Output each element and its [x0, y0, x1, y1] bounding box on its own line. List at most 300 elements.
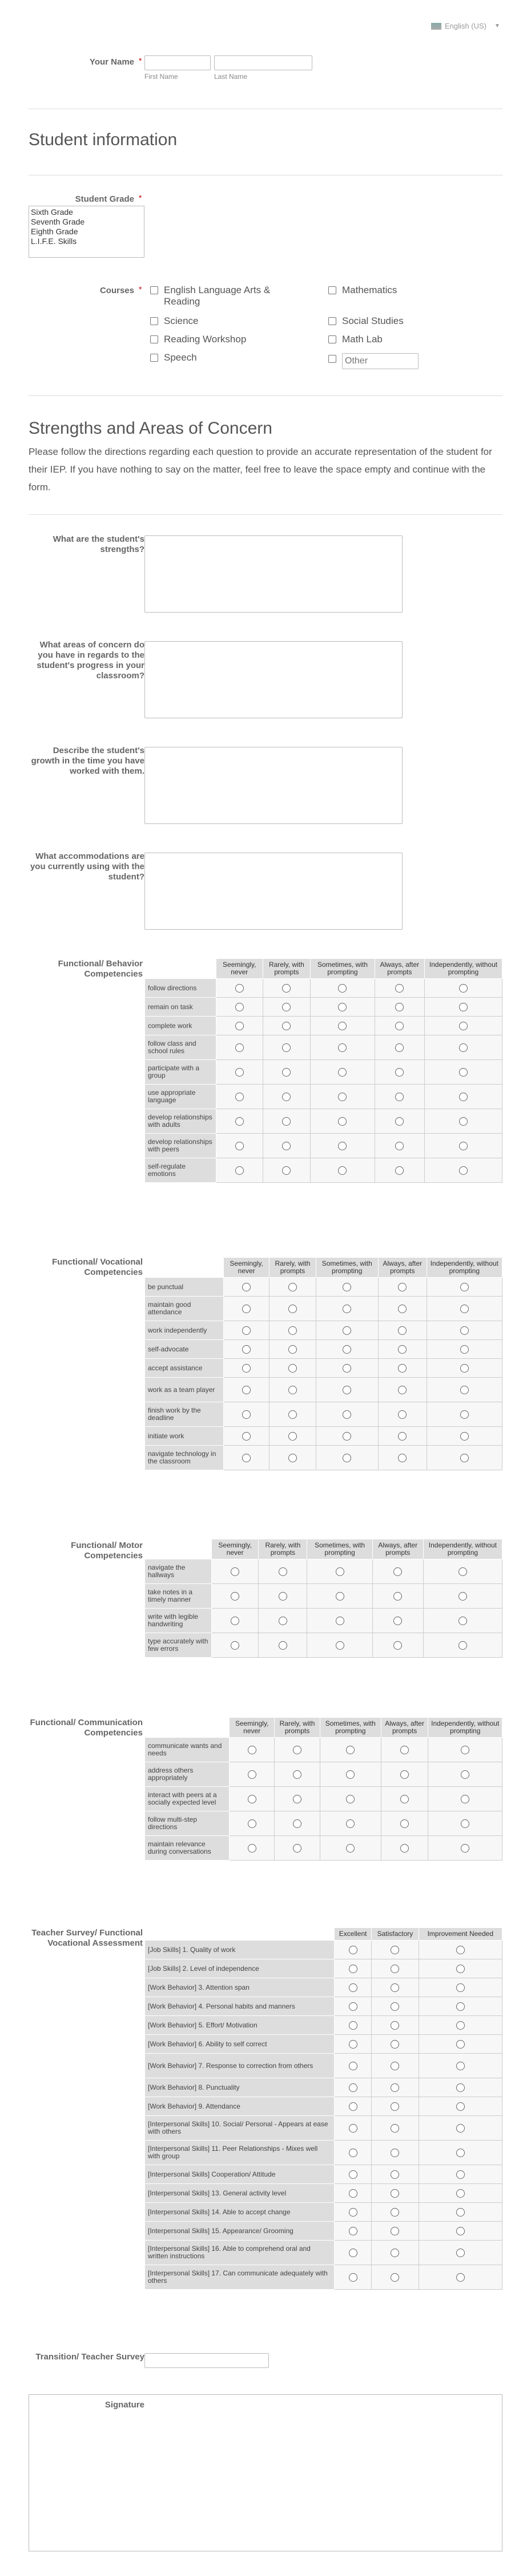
radio-button[interactable] — [231, 1641, 239, 1650]
matrix-row — [145, 1402, 502, 1427]
matrix-column-header: Rarely, with prompts — [275, 1718, 320, 1738]
radio-button[interactable] — [235, 1043, 244, 1052]
matrix-row — [145, 2222, 502, 2241]
matrix-cell — [424, 1158, 502, 1183]
required-mark: * — [139, 285, 142, 294]
radio-button[interactable] — [398, 1283, 407, 1291]
radio-button[interactable] — [288, 1283, 297, 1291]
matrix-row-label: follow directions — [145, 979, 216, 998]
matrix-cell — [311, 1060, 375, 1085]
radio-button[interactable] — [460, 1454, 469, 1462]
matrix-cell — [224, 1402, 269, 1427]
radio-button[interactable] — [279, 1592, 287, 1601]
radio-button[interactable] — [461, 1844, 469, 1853]
signature-label: Signature — [104, 2400, 144, 2410]
matrix-row — [145, 998, 502, 1017]
course-option[interactable]: Reading Workshop — [150, 334, 246, 345]
radio-button[interactable] — [395, 1003, 404, 1011]
matrix-cell — [216, 998, 263, 1017]
radio-button[interactable] — [282, 1142, 291, 1150]
radio-button[interactable] — [459, 1166, 468, 1175]
radio-button[interactable] — [391, 2208, 399, 2217]
radio-button[interactable] — [460, 1432, 469, 1441]
radio-button[interactable] — [346, 1746, 355, 1754]
radio-button[interactable] — [400, 1844, 409, 1853]
radio-button[interactable] — [391, 1983, 399, 1992]
course-option[interactable]: Social Studies — [328, 315, 404, 327]
matrix-row — [145, 1941, 502, 1959]
checkbox[interactable] — [328, 317, 336, 325]
radio-button[interactable] — [391, 2102, 399, 2111]
radio-button[interactable] — [336, 1641, 344, 1650]
course-option-other[interactable] — [328, 353, 419, 369]
matrix-row-label: interact with peers at a socially expected level — [145, 1787, 230, 1811]
radio-button[interactable] — [235, 1117, 244, 1126]
radio-button[interactable] — [456, 2062, 465, 2070]
radio-button[interactable] — [248, 1770, 256, 1779]
radio-button[interactable] — [338, 1022, 347, 1030]
radio-button[interactable] — [231, 1592, 239, 1601]
motor-label: Functional/ Motor Competencies — [71, 1541, 143, 1561]
radio-button[interactable] — [242, 1283, 251, 1291]
section-title-strengths: Strengths and Areas of Concern — [29, 419, 272, 438]
radio-button[interactable] — [338, 1093, 347, 1101]
checkbox[interactable] — [328, 355, 336, 363]
matrix-column-header: Always, after prompts — [378, 1258, 427, 1278]
matrix-cell — [275, 1811, 320, 1836]
checkbox[interactable] — [150, 286, 158, 294]
radio-button[interactable] — [242, 1305, 251, 1313]
radio-button[interactable] — [456, 2149, 465, 2157]
radio-button[interactable] — [282, 1117, 291, 1126]
radio-button[interactable] — [391, 2227, 399, 2235]
matrix-row — [145, 2097, 502, 2116]
radio-button[interactable] — [456, 1946, 465, 1954]
matrix-row-label: [Work Behavior] 8. Punctuality — [145, 2078, 335, 2097]
checkbox[interactable] — [150, 354, 158, 362]
radio-button[interactable] — [343, 1410, 351, 1419]
radio-button[interactable] — [282, 1003, 291, 1011]
radio-button[interactable] — [460, 1305, 469, 1313]
radio-button[interactable] — [398, 1305, 407, 1313]
radio-button[interactable] — [343, 1454, 351, 1462]
radio-button[interactable] — [235, 1068, 244, 1077]
radio-button[interactable] — [459, 1022, 468, 1030]
radio-button[interactable] — [248, 1844, 256, 1853]
radio-button[interactable] — [242, 1432, 251, 1441]
radio-button[interactable] — [343, 1364, 351, 1373]
matrix-cell — [427, 1297, 502, 1321]
radio-button[interactable] — [279, 1617, 287, 1625]
radio-button[interactable] — [398, 1364, 407, 1373]
radio-button[interactable] — [391, 2062, 399, 2070]
radio-button[interactable] — [393, 1617, 402, 1625]
radio-button[interactable] — [288, 1345, 297, 1354]
matrix-cell — [269, 1378, 316, 1402]
radio-button[interactable] — [338, 1142, 347, 1150]
matrix-corner — [145, 959, 216, 979]
radio-button[interactable] — [400, 1795, 409, 1803]
radio-button[interactable] — [349, 2040, 357, 2049]
radio-button[interactable] — [461, 1770, 469, 1779]
radio-button[interactable] — [398, 1326, 407, 1335]
radio-button[interactable] — [288, 1432, 297, 1441]
radio-button[interactable] — [349, 2102, 357, 2111]
course-option[interactable]: Speech — [150, 352, 197, 363]
radio-button[interactable] — [458, 1567, 467, 1576]
checkbox[interactable] — [328, 335, 336, 343]
growth-textarea[interactable] — [144, 747, 403, 824]
radio-button[interactable] — [461, 1795, 469, 1803]
radio-button[interactable] — [400, 1746, 409, 1754]
grade-option[interactable]: Sixth Grade — [31, 207, 73, 217]
radio-button[interactable] — [248, 1795, 256, 1803]
matrix-row-label: [Interpersonal Skills] 17. Can communicate adequately with others — [145, 2265, 335, 2290]
matrix-cell — [263, 1158, 311, 1183]
radio-button[interactable] — [288, 1386, 297, 1394]
radio-button[interactable] — [395, 1142, 404, 1150]
language-selector[interactable] — [431, 22, 500, 30]
radio-button[interactable] — [248, 1746, 256, 1754]
matrix-cell — [224, 1278, 269, 1297]
accommodations-textarea[interactable] — [144, 853, 403, 930]
radio-button[interactable] — [293, 1770, 301, 1779]
radio-button[interactable] — [235, 1166, 244, 1175]
radio-button[interactable] — [459, 1142, 468, 1150]
matrix-row — [145, 2054, 502, 2078]
radio-button[interactable] — [338, 1068, 347, 1077]
radio-button[interactable] — [456, 2189, 465, 2198]
radio-button[interactable] — [456, 2124, 465, 2133]
checkbox[interactable] — [328, 286, 336, 294]
matrix-cell — [269, 1427, 316, 1446]
course-option[interactable]: Math Lab — [328, 334, 383, 345]
radio-button[interactable] — [242, 1454, 251, 1462]
matrix-cell — [378, 1321, 427, 1340]
radio-button[interactable] — [346, 1770, 355, 1779]
radio-button[interactable] — [338, 1003, 347, 1011]
radio-button[interactable] — [459, 1068, 468, 1077]
radio-button[interactable] — [279, 1641, 287, 1650]
matrix-cell — [316, 1359, 378, 1378]
radio-button[interactable] — [338, 1166, 347, 1175]
radio-button[interactable] — [242, 1345, 251, 1354]
radio-button[interactable] — [391, 1965, 399, 1973]
radio-button[interactable] — [391, 2002, 399, 2011]
radio-button[interactable] — [349, 2002, 357, 2011]
radio-button[interactable] — [395, 1093, 404, 1101]
matrix-cell — [335, 1978, 372, 1997]
strengths-textarea[interactable] — [144, 535, 403, 613]
radio-button[interactable] — [391, 2189, 399, 2198]
radio-button[interactable] — [349, 2170, 357, 2179]
matrix-row-label: follow multi-step directions — [145, 1811, 230, 1836]
survey-label: Teacher Survey/ Functional Vocational Assessment — [31, 1928, 143, 1948]
radio-button[interactable] — [242, 1410, 251, 1419]
grade-option[interactable]: L.I.F.E. Skills — [31, 237, 77, 246]
radio-button[interactable] — [349, 2208, 357, 2217]
checkbox[interactable] — [150, 335, 158, 343]
matrix-row — [145, 1978, 502, 1997]
radio-button[interactable] — [393, 1641, 402, 1650]
question-growth-label: Describe the student's growth in the time you have worked with them. — [31, 746, 144, 776]
radio-button[interactable] — [398, 1386, 407, 1394]
radio-button[interactable] — [282, 1043, 291, 1052]
matrix-cell — [263, 998, 311, 1017]
radio-button[interactable] — [391, 2040, 399, 2049]
matrix-cell — [335, 1959, 372, 1978]
radio-button[interactable] — [349, 2249, 357, 2257]
radio-button[interactable] — [400, 1770, 409, 1779]
matrix-row-label: follow class and school rules — [145, 1035, 216, 1060]
radio-button[interactable] — [282, 1068, 291, 1077]
radio-button[interactable] — [391, 2249, 399, 2257]
matrix-cell — [335, 2116, 372, 2141]
course-option[interactable]: English Language Arts & Reading — [150, 285, 299, 307]
radio-button[interactable] — [293, 1844, 301, 1853]
radio-button[interactable] — [349, 1983, 357, 1992]
radio-button[interactable] — [391, 2273, 399, 2282]
radio-button[interactable] — [343, 1432, 351, 1441]
matrix-cell — [424, 979, 502, 998]
radio-button[interactable] — [293, 1795, 301, 1803]
radio-button[interactable] — [242, 1386, 251, 1394]
radio-button[interactable] — [346, 1795, 355, 1803]
radio-button[interactable] — [235, 1093, 244, 1101]
radio-button[interactable] — [248, 1819, 256, 1828]
radio-button[interactable] — [349, 2124, 357, 2133]
matrix-cell — [428, 1836, 502, 1861]
vocational-matrix — [144, 1257, 502, 1470]
matrix-cell — [335, 2184, 372, 2203]
radio-button[interactable] — [456, 2102, 465, 2111]
last-name-input[interactable] — [214, 55, 312, 70]
radio-button[interactable] — [349, 2149, 357, 2157]
radio-button[interactable] — [343, 1345, 351, 1354]
radio-button[interactable] — [458, 1617, 467, 1625]
matrix-cell — [427, 1278, 502, 1297]
grade-option[interactable]: Eighth Grade — [31, 227, 78, 236]
matrix-cell — [212, 1633, 259, 1658]
matrix-cell — [424, 1109, 502, 1134]
radio-button[interactable] — [282, 1166, 291, 1175]
radio-button[interactable] — [282, 1093, 291, 1101]
matrix-cell — [372, 2265, 419, 2290]
grade-option[interactable]: Seventh Grade — [31, 217, 85, 226]
matrix-cell — [275, 1762, 320, 1787]
radio-button[interactable] — [343, 1326, 351, 1335]
matrix-cell — [311, 1017, 375, 1035]
radio-button[interactable] — [338, 1043, 347, 1052]
radio-button[interactable] — [459, 1043, 468, 1052]
radio-button[interactable] — [461, 1819, 469, 1828]
matrix-cell — [375, 1017, 424, 1035]
radio-button[interactable] — [458, 1641, 467, 1650]
matrix-cell — [419, 2141, 502, 2165]
matrix-row-label: use appropriate language — [145, 1085, 216, 1109]
matrix-row-label: remain on task — [145, 998, 216, 1017]
radio-button[interactable] — [456, 2170, 465, 2179]
matrix-cell — [335, 2203, 372, 2222]
matrix-cell — [216, 1017, 263, 1035]
matrix-row-label: [Job Skills] 1. Quality of work — [145, 1941, 335, 1959]
radio-button[interactable] — [456, 2083, 465, 2092]
radio-button[interactable] — [456, 1965, 465, 1973]
radio-button[interactable] — [282, 1022, 291, 1030]
matrix-cell — [378, 1378, 427, 1402]
radio-button[interactable] — [456, 2040, 465, 2049]
radio-button[interactable] — [391, 1946, 399, 1954]
matrix-cell — [307, 1609, 372, 1633]
radio-button[interactable] — [456, 2249, 465, 2257]
other-course-input[interactable] — [342, 353, 419, 369]
radio-button[interactable] — [349, 2083, 357, 2092]
matrix-cell — [263, 1134, 311, 1158]
matrix-cell — [263, 1017, 311, 1035]
matrix-cell — [424, 1134, 502, 1158]
radio-button[interactable] — [393, 1567, 402, 1576]
radio-button[interactable] — [349, 2227, 357, 2235]
radio-button[interactable] — [459, 984, 468, 993]
radio-button[interactable] — [456, 2002, 465, 2011]
radio-button[interactable] — [393, 1592, 402, 1601]
radio-button[interactable] — [336, 1617, 344, 1625]
matrix-column-header: Improvement Needed — [419, 1928, 502, 1941]
radio-button[interactable] — [391, 2124, 399, 2133]
matrix-cell — [372, 1978, 419, 1997]
radio-button[interactable] — [460, 1283, 469, 1291]
radio-button[interactable] — [456, 1983, 465, 1992]
radio-button[interactable] — [349, 2273, 357, 2282]
radio-button[interactable] — [461, 1746, 469, 1754]
radio-button[interactable] — [398, 1345, 407, 1354]
matrix-cell — [419, 2203, 502, 2222]
radio-button[interactable] — [458, 1592, 467, 1601]
radio-button[interactable] — [349, 1946, 357, 1954]
radio-button[interactable] — [231, 1567, 239, 1576]
radio-button[interactable] — [338, 1117, 347, 1126]
radio-button[interactable] — [288, 1305, 297, 1313]
radio-button[interactable] — [391, 2149, 399, 2157]
radio-button[interactable] — [288, 1364, 297, 1373]
course-option[interactable]: Mathematics — [328, 285, 397, 296]
radio-button[interactable] — [398, 1432, 407, 1441]
radio-button[interactable] — [398, 1410, 407, 1419]
matrix-cell — [424, 1035, 502, 1060]
radio-button[interactable] — [391, 2021, 399, 2030]
radio-button[interactable] — [400, 1819, 409, 1828]
radio-button[interactable] — [395, 1166, 404, 1175]
radio-button[interactable] — [395, 1043, 404, 1052]
radio-button[interactable] — [293, 1819, 301, 1828]
matrix-cell — [316, 1378, 378, 1402]
radio-button[interactable] — [349, 2021, 357, 2030]
radio-button[interactable] — [346, 1844, 355, 1853]
matrix-cell — [375, 1035, 424, 1060]
radio-button[interactable] — [235, 984, 244, 993]
radio-button[interactable] — [460, 1326, 469, 1335]
radio-button[interactable] — [235, 1022, 244, 1030]
radio-button[interactable] — [349, 2062, 357, 2070]
matrix-row — [145, 1035, 502, 1060]
radio-button[interactable] — [336, 1567, 344, 1576]
concerns-textarea[interactable] — [144, 641, 403, 718]
course-option[interactable]: Science — [150, 315, 198, 327]
radio-button[interactable] — [459, 1003, 468, 1011]
matrix-cell — [269, 1340, 316, 1359]
matrix-cell — [212, 1559, 259, 1584]
matrix-cell — [419, 2165, 502, 2184]
radio-button[interactable] — [235, 1142, 244, 1150]
radio-button[interactable] — [391, 2083, 399, 2092]
radio-button[interactable] — [349, 2189, 357, 2198]
radio-button[interactable] — [456, 2208, 465, 2217]
radio-button[interactable] — [343, 1283, 351, 1291]
matrix-row-label: self-regulate emotions — [145, 1158, 216, 1183]
radio-button[interactable] — [395, 984, 404, 993]
radio-button[interactable] — [235, 1003, 244, 1011]
radio-button[interactable] — [293, 1746, 301, 1754]
radio-button[interactable] — [288, 1454, 297, 1462]
radio-button[interactable] — [456, 2021, 465, 2030]
radio-button[interactable] — [459, 1117, 468, 1126]
matrix-cell — [259, 1633, 307, 1658]
radio-button[interactable] — [395, 1022, 404, 1030]
radio-button[interactable] — [336, 1592, 344, 1601]
matrix-cell — [263, 1060, 311, 1085]
radio-button[interactable] — [395, 1117, 404, 1126]
radio-button[interactable] — [343, 1386, 351, 1394]
signature-pad[interactable] — [29, 2394, 502, 2551]
radio-button[interactable] — [349, 1965, 357, 1973]
radio-button[interactable] — [395, 1068, 404, 1077]
matrix-cell — [335, 2265, 372, 2290]
radio-button[interactable] — [279, 1567, 287, 1576]
radio-button[interactable] — [346, 1819, 355, 1828]
matrix-row — [145, 2203, 502, 2222]
radio-button[interactable] — [460, 1364, 469, 1373]
radio-button[interactable] — [460, 1345, 469, 1354]
radio-button[interactable] — [456, 2227, 465, 2235]
first-name-input[interactable] — [144, 55, 211, 70]
matrix-cell — [375, 1060, 424, 1085]
checkbox[interactable] — [150, 317, 158, 325]
matrix-cell — [263, 979, 311, 998]
matrix-cell — [335, 1941, 372, 1959]
radio-button[interactable] — [231, 1617, 239, 1625]
transition-input[interactable] — [144, 2353, 269, 2368]
matrix-row — [145, 1158, 502, 1183]
radio-button[interactable] — [242, 1364, 251, 1373]
radio-button[interactable] — [398, 1454, 407, 1462]
radio-button[interactable] — [460, 1410, 469, 1419]
matrix-cell — [423, 1633, 502, 1658]
radio-button[interactable] — [288, 1410, 297, 1419]
matrix-cell — [230, 1787, 275, 1811]
radio-button[interactable] — [338, 984, 347, 993]
matrix-row — [145, 1959, 502, 1978]
radio-button[interactable] — [460, 1386, 469, 1394]
radio-button[interactable] — [456, 2273, 465, 2282]
radio-button[interactable] — [391, 2170, 399, 2179]
radio-button[interactable] — [459, 1093, 468, 1101]
matrix-row-label: work as a team player — [145, 1378, 224, 1402]
radio-button[interactable] — [343, 1305, 351, 1313]
radio-button[interactable] — [282, 984, 291, 993]
radio-button[interactable] — [242, 1326, 251, 1335]
grade-listbox[interactable] — [29, 206, 144, 258]
radio-button[interactable] — [288, 1326, 297, 1335]
